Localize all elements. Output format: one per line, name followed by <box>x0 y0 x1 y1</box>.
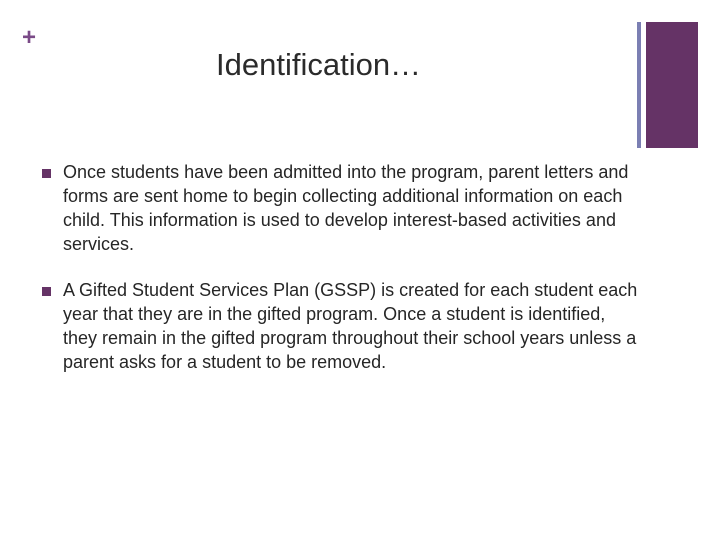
slide-title: Identification… <box>216 47 422 82</box>
square-bullet-icon <box>42 287 51 296</box>
plus-icon: + <box>22 24 37 51</box>
bullet-item-gssp <box>40 278 640 374</box>
bullet-text-gssp: A Gifted Student Services Plan (GSSP) is created for each student each year that they are in the gifted program. Once a student is identified, they remain in the gifted program throughout their school years unless a parent asks for a student to be removed. <box>63 280 638 372</box>
accent-bar-thick <box>646 22 698 148</box>
accent-bar-thin <box>637 22 641 148</box>
bullet-text-admission: Once students have been admitted into the program, parent letters and forms are sent home to begin collecting additional information on each child. This information is used to develop interest-based activities and services. <box>63 162 629 254</box>
square-bullet-icon <box>42 169 51 178</box>
bullet-item-admission <box>40 160 640 256</box>
bullet-list <box>40 160 640 396</box>
